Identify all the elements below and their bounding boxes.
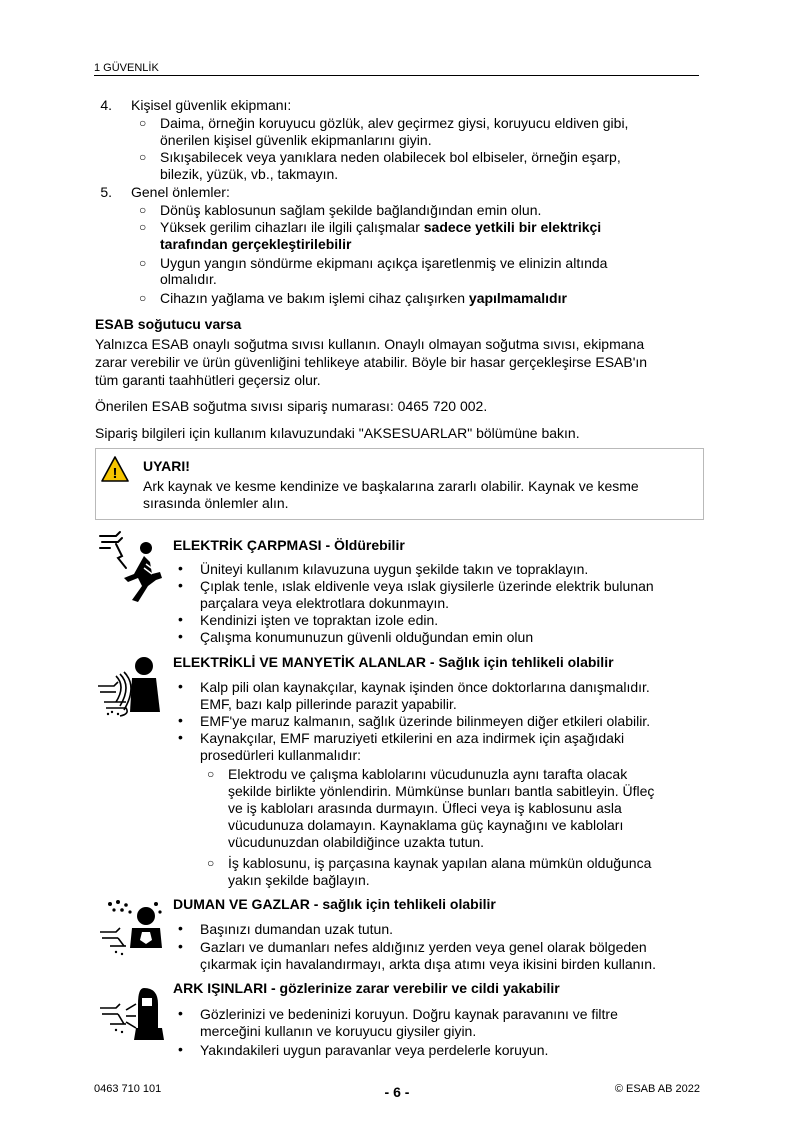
emf-bullet-3-line-1: Kaynakçılar, EMF maruziyeti etkilerini en aza indirmek için aşağıdaki [200, 730, 625, 746]
circle-bullet: ○ [139, 150, 147, 164]
fumes-bullet-2-line-1: Gazları ve dumanları nefes aldığınız yerden veya genel olarak bölgeden [200, 939, 647, 955]
list-number-5: 5. [100, 184, 112, 200]
fumes-title: DUMAN VE GAZLAR - sağlık için tehlikeli olabilir [173, 896, 496, 912]
circle-bullet: ○ [207, 856, 215, 870]
emf-title: ELEKTRİKLİ VE MANYETİK ALANLAR - Sağlık için tehlikeli olabilir [173, 654, 614, 670]
warning-text-line-1: Ark kaynak ve kesme kendinize ve başkalarına zararlı olabilir. Kaynak ve kesme [143, 478, 639, 494]
arc-bullet-1-line-1: Gözlerinizi ve bedeninizi koruyun. Doğru kaynak paravanını ve filtre [200, 1006, 618, 1022]
warning-icon-mark: ! [112, 465, 118, 482]
bullet: • [178, 712, 183, 728]
circle-bullet: ○ [139, 116, 147, 130]
emf-bullet-1-line-1: Kalp pili olan kaynakçılar, kaynak işinden önce doktorlarına danışmalıdır. [200, 679, 650, 695]
arc-bullet-2: Yakındakileri uygun paravanlar veya perdelerle koruyun. [200, 1042, 549, 1058]
ppe-item-2-line-2: bilezik, yüzük, vb., takmayın. [160, 166, 339, 182]
footer-copyright: © ESAB AB 2022 [614, 1083, 700, 1095]
general-item-3-line-1: Uygun yangın söndürme ekipmanı açıkça işaretlenmiş ve elinizin altında [160, 255, 608, 271]
footer-doc-number: 0463 710 101 [94, 1083, 162, 1095]
emf-bullet-2: EMF'ye maruz kalmanın, sağlık üzerinde bilinmeyen diğer etkileri olabilir. [200, 713, 651, 729]
coolant-order-number: Önerilen ESAB soğutma sıvısı sipariş numarası: 0465 720 002. [95, 398, 488, 414]
bullet: • [178, 938, 183, 954]
emf-sub-1-line-4: vücudunuza dolamayın. Kaynaklama güç kaynağını ve kabloları [228, 817, 624, 833]
warning-triangle-icon [100, 455, 130, 483]
coolant-paragraph-line-2: zarar verebilir ve ürün güvenliğini tehlikeye atabilir. Böyle bir hasar gerçekleşirse ESAB'ın [95, 354, 648, 370]
circle-bullet: ○ [139, 291, 147, 305]
fumes-gases-icon [96, 898, 166, 960]
bullet: • [178, 611, 183, 627]
emf-hazard-icon [96, 652, 162, 718]
warning-text-line-2: sırasında önlemler alın. [143, 495, 289, 511]
coolant-paragraph-line-3: tüm garanti taahhütleri geçersiz olur. [95, 372, 321, 388]
circle-bullet: ○ [207, 767, 215, 781]
electric-bullet-4: Çalışma konumunuzun güvenli olduğundan emin olun [200, 629, 534, 645]
header-rule [94, 75, 699, 76]
coolant-heading: ESAB soğutucu varsa [95, 316, 242, 332]
arc-rays-title: ARK IŞINLARI - gözlerinize zarar verebilir ve cildi yakabilir [173, 980, 560, 996]
coolant-paragraph-line-1: Yalnızca ESAB onaylı soğutma sıvısı kullanın. Onaylı olmayan soğutma sıvısı, ekipmana [95, 336, 645, 352]
general-item-3-line-2: olmalıdır. [160, 271, 217, 287]
arc-bullet-1-line-2: merceğini kullanın ve koruyucu giysiler giyin. [200, 1023, 477, 1039]
bullet: • [178, 560, 183, 576]
ppe-item-2-line-1: Sıkışabilecek veya yanıklara neden olabilecek bol elbiseler, örneğin eşarp, [160, 149, 621, 165]
fumes-bullet-2-line-2: çıkarmak için havalandırmayı, arkta dışa atımı veya ikisini birden kullanın. [200, 956, 656, 972]
circle-bullet: ○ [139, 256, 147, 270]
electric-bullet-2-line-1: Çıplak tenle, ıslak eldivenle veya ıslak giysilerle üzerinde elektrik bulunan [200, 578, 654, 594]
emf-sub-1-line-1: Elektrodu ve çalışma kablolarını vücudunuzla aynı tarafta olacak [228, 766, 628, 782]
warning-title: UYARI! [143, 458, 190, 474]
coolant-accessories-note: Sipariş bilgileri için kullanım kılavuzundaki "AKSESUARLAR" bölümüne bakın. [95, 425, 580, 441]
bullet: • [178, 628, 183, 644]
general-item-1: Dönüş kablosunun sağlam şekilde bağlandığından emin olun. [160, 202, 542, 218]
footer-page-number: - 6 - [384, 1084, 410, 1100]
bullet: • [178, 729, 183, 745]
emf-sub-2-line-1: İş kablosunu, iş parçasına kaynak yapılan alana mümkün olduğunca [228, 855, 652, 871]
bullet: • [178, 920, 183, 936]
emf-bullet-3-line-2: prosedürleri kullanmalıdır: [200, 747, 362, 763]
general-item-4: Cihazın yağlama ve bakım işlemi cihaz çalışırken yapılmamalıdır [160, 290, 567, 306]
general-title: Genel önlemler: [131, 184, 230, 200]
emf-sub-2-line-2: yakın şekilde bağlayın. [228, 872, 370, 888]
circle-bullet: ○ [139, 203, 147, 217]
list-number-4: 4. [100, 97, 112, 113]
emf-bullet-1-line-2: EMF, bazı kalp pillerinde parazit yapabilir. [200, 696, 457, 712]
electric-shock-icon [96, 528, 166, 604]
page-header-section: 1 GÜVENLİK [94, 62, 159, 74]
bullet: • [178, 1041, 183, 1057]
ppe-item-1-line-2: önerilen kişisel güvenlik ekipmanlarını giyin. [160, 132, 432, 148]
circle-bullet: ○ [139, 220, 147, 234]
bullet: • [178, 678, 183, 694]
electric-shock-title: ELEKTRİK ÇARPMASI - Öldürebilir [173, 537, 405, 553]
general-item-2-line-2: tarafından gerçekleştirilebilir [160, 236, 352, 252]
emf-sub-1-line-5: vücudunuzdan olabildiğince uzakta tutun. [228, 834, 485, 850]
bullet: • [178, 1005, 183, 1021]
general-item-2-line-1: Yüksek gerilim cihazları ile ilgili çalışmalar sadece yetkili bir elektrikçi [160, 219, 602, 235]
arc-rays-icon [96, 984, 166, 1044]
electric-bullet-1: Üniteyi kullanım kılavuzuna uygun şekilde takın ve topraklayın. [200, 561, 589, 577]
emf-sub-1-line-3: ve iş kabloları arasında durmayın. Üfleci veya iş kablosunu asla [228, 800, 622, 816]
fumes-bullet-1: Başınızı dumandan uzak tutun. [200, 921, 394, 937]
electric-bullet-3: Kendinizi işten ve topraktan izole edin. [200, 612, 439, 628]
electric-bullet-2-line-2: parçalara veya elektrotlara dokunmayın. [200, 595, 450, 611]
emf-sub-1-line-2: şekilde birlikte yönlendirin. Mümkünse bunları bantla sabitleyin. Üfleç [228, 783, 655, 799]
ppe-item-1-line-1: Daima, örneğin koruyucu gözlük, alev geçirmez giysi, koruyucu eldiven gibi, [160, 115, 629, 131]
bullet: • [178, 577, 183, 593]
ppe-title: Kişisel güvenlik ekipmanı: [131, 97, 292, 113]
